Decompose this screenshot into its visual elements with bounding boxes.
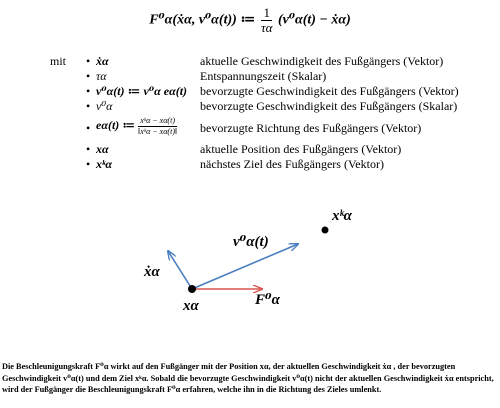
bullet-icon: • xyxy=(86,69,91,83)
definition-row xyxy=(86,99,496,114)
definition-symbol: xᵏα xyxy=(96,157,112,171)
formula-rhs: (v⁰α(t) − ẋα) xyxy=(277,12,351,28)
bullet-icon: • xyxy=(86,54,91,68)
bullet-icon: • xyxy=(86,84,91,98)
direction-symbol: eα(t) ≔ xyxy=(96,118,136,133)
definition-description: bevorzugte Geschwindigkeit des Fußgängers (Skalar) xyxy=(200,99,458,113)
bullet-icon: • xyxy=(86,99,91,113)
definition-description: bevorzugte Geschwindigkeit des Fußgängers (Vektor) xyxy=(200,84,459,98)
direction-frac-numerator: xᵏα − xα(t) xyxy=(138,116,177,127)
definition-description: aktuelle Position des Fußgängers (Vektor) xyxy=(200,142,402,156)
definition-symbol: ẋα xyxy=(96,54,109,68)
target-dot xyxy=(322,227,329,234)
definition-description: nächstes Ziel des Fußgängers (Vektor) xyxy=(200,157,384,171)
definition-list xyxy=(86,54,496,172)
bullet-icon: • xyxy=(86,142,91,156)
definition-symbol: v⁰α xyxy=(96,99,113,113)
preferred-velocity-label: v⁰α(t) xyxy=(233,234,269,250)
definition-row xyxy=(86,157,496,172)
direction-fraction xyxy=(138,116,177,137)
current-velocity-arrow xyxy=(168,251,192,289)
definition-row xyxy=(86,114,496,142)
definition-symbol xyxy=(96,116,177,137)
definition-symbol: v⁰α(t) ≔ v⁰α eα(t) xyxy=(96,84,188,98)
force-label: F⁰α xyxy=(255,292,280,308)
position-label: xα xyxy=(183,298,199,314)
definition-symbol: xα xyxy=(96,142,109,156)
definition-row xyxy=(86,84,496,99)
figure-caption: Die Beschleunigungskraft F⁰α wirkt auf den Fußgänger mit der Position xα, der aktuellen Geschwindigkeit ẋα , der bevorzugten Geschwindigkeit v⁰α(t) und dem Ziel xᵏα. Sobald die bevorzugte Geschwindigkeit v⁰α(t) nicht der aktuellen Geschwindigkeit ẋα entspricht, wird der Fußgänger die Beschleunigungskraft F⁰α erfahren, welche ihn in die Richtung des Zieles umlenkt. xyxy=(2,362,494,394)
bullet-icon: • xyxy=(86,157,91,171)
formula-lhs: F⁰α(ẋα, v⁰α(t)) ≔ xyxy=(149,12,256,28)
definition-row xyxy=(86,69,496,84)
definition-description: bevorzugte Richtung des Fußgängers (Vektor) xyxy=(200,121,422,135)
definition-row xyxy=(86,142,496,157)
direction-frac-denominator: ‖xᵏα − xα(t)‖ xyxy=(138,127,178,136)
pedestrian-position-dot xyxy=(188,285,196,293)
force-diagram-svg xyxy=(0,200,500,350)
formula-fraction xyxy=(261,6,272,35)
definition-row xyxy=(86,54,496,69)
definition-description: aktuelle Geschwindigkeit des Fußgängers (Vektor) xyxy=(200,54,444,68)
force-diagram xyxy=(0,200,500,350)
mit-label: mit xyxy=(50,54,67,68)
formula-frac-denominator: τα xyxy=(260,20,273,35)
definition-description: Entspannungszeit (Skalar) xyxy=(200,69,327,83)
formula-frac-numerator: 1 xyxy=(261,6,272,21)
main-formula xyxy=(0,6,500,35)
current-velocity-label: ẋα xyxy=(144,264,160,280)
bullet-icon: • xyxy=(86,121,91,135)
target-label: xᵏα xyxy=(332,208,352,224)
definition-symbol: τα xyxy=(96,69,107,83)
